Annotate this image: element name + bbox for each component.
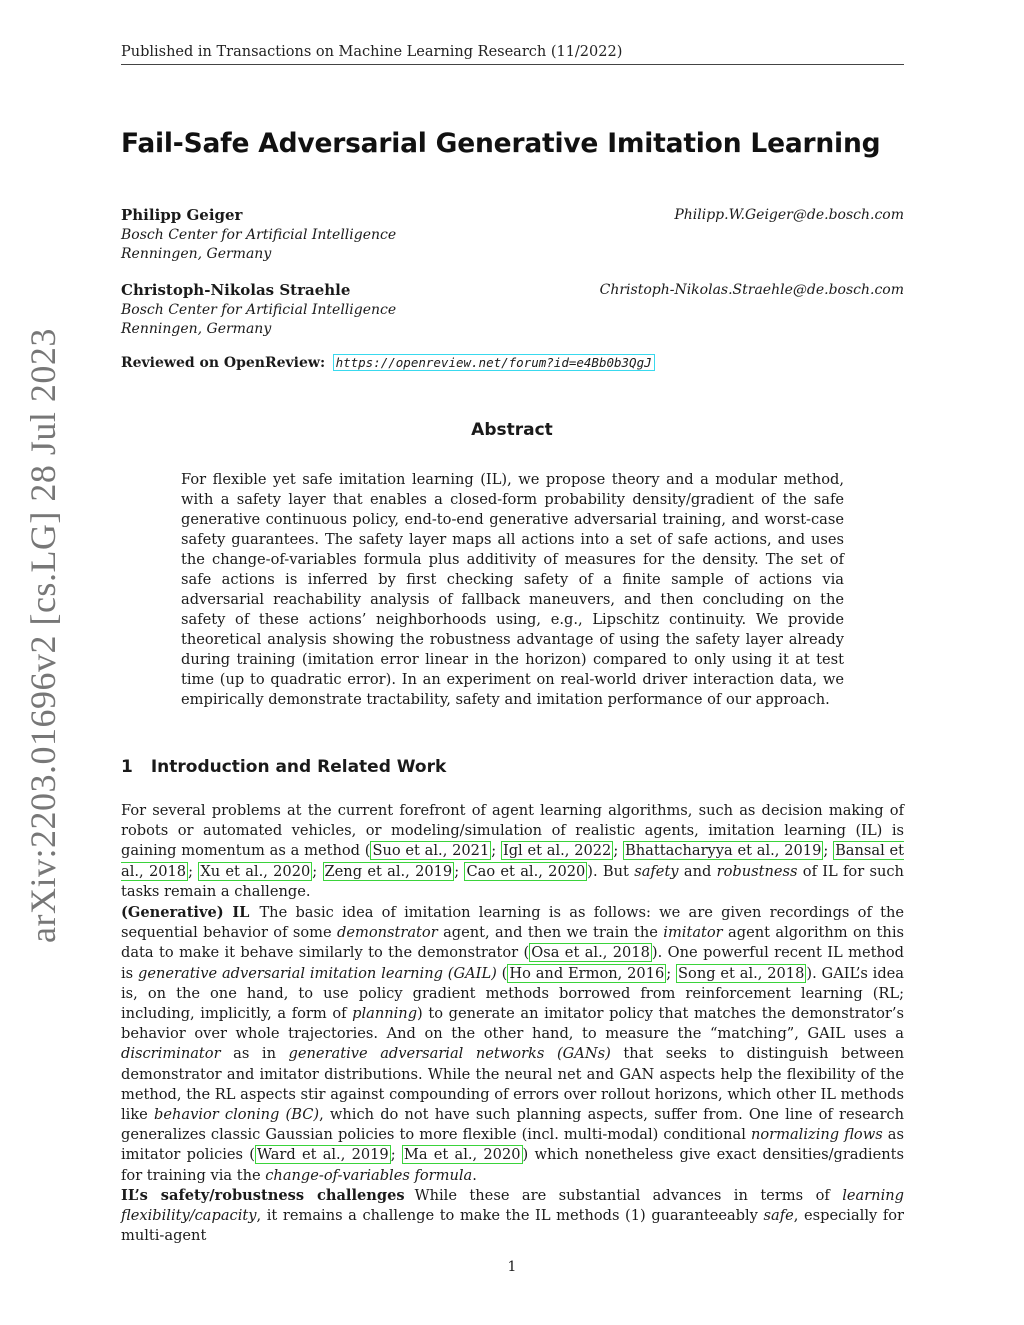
author-affiliation: Bosch Center for Artificial Intelligence bbox=[121, 226, 397, 243]
arxiv-stamp[interactable]: arXiv:2203.01696v2 [cs.LG] 28 Jul 2023 bbox=[23, 328, 63, 943]
author-block-2 bbox=[121, 281, 904, 340]
page-number: 1 bbox=[507, 1259, 517, 1275]
paragraph-runin-heading: (Generative) IL bbox=[121, 904, 250, 921]
review-line bbox=[121, 355, 655, 371]
citation-link[interactable]: Ho and Ermon, 2016 bbox=[509, 964, 665, 982]
citation-link[interactable]: Osa et al., 2018 bbox=[531, 944, 650, 962]
citation-link[interactable]: Ward et al., 2019 bbox=[256, 1146, 389, 1164]
intro-paragraph-3: IL’s safety/robustness challenges While these are substantial advances in terms of learning flexibility/capacity, it remains a challenge to make the IL methods (1) guaranteeably safe, especially for multi-agent bbox=[121, 1187, 904, 1245]
author-name: Christoph-Nikolas Straehle bbox=[121, 281, 351, 299]
abstract-text: For flexible yet safe imitation learning (IL), we propose theory and a modular method, with a safety layer that enables a closed-form probability density/gradient of the safe generative continuous policy, end-to-end generative adversarial training, and worst-case safety guarantees. The safety layer maps all actions into a set of safe actions, and uses the change-of-variables formula plus additivity of measures for the density. The set of safe actions is inferred by first checking safety of a finite sample of actions via adversarial reachability analysis of fallback maneuvers, and then concluding on the safety of these actions’ neighborhoods using, e.g., Lipschitz continuity. We provide theoretical analysis showing the robustness advantage of using the safety layer already during training (imitation error linear in the horizon) compared to only using it at test time (up to quadratic error). In an experiment on real-world driver interaction data, we empirically demonstrate tractability, safety and imitation performance of our approach. bbox=[181, 471, 844, 708]
intro-paragraph-2: (Generative) IL The basic idea of imitation learning is as follows: we are given recordings of the sequential behavior of some demonstrator agent, and then we train the imitator agent algorithm on this data to make it behave similarly to the demonstrator ( Osa et al., 2018 ). One powerful recent IL method is generative adversarial imitation learning (GAIL) ( Ho and Ermon, 2016 ; Song et al., 2018 ). GAIL’s idea is, on the one hand, to use policy gradient methods borrowed from reinforcement learning (RL; including, implicitly, a form of planning) to generate an imitator policy that matches the demonstrator’s behavior over whole trajectories. And on the other hand, to measure the “matching”, GAIL uses a discriminator as in generative adversarial networks (GANs) that seeks to distinguish between demonstrator and imitator distributions. While the neural net and GAN aspects help the flexibility of the method, the RL aspects stir against compounding of errors over rollout horizons, which other IL methods like behavior cloning (BC), which do not have such planning aspects, suffer from. One line of research generalizes classic Gaussian policies to more flexible (incl. multi-modal) conditional normalizing flows as imitator policies ( Ward et al., 2019 ; Ma et al., 2020 ) which nonetheless give exact densities/gradients for training via the change-of-variables formula. bbox=[121, 904, 905, 1184]
section-heading bbox=[121, 757, 446, 777]
citation-link[interactable]: Xu et al., 2020 bbox=[200, 862, 311, 880]
citation-link[interactable]: Cao et al., 2020 bbox=[466, 862, 586, 880]
section-number: 1 bbox=[121, 757, 133, 777]
author-location: Renningen, Germany bbox=[121, 321, 272, 337]
author-block-1 bbox=[121, 206, 904, 265]
abstract-heading: Abstract bbox=[471, 420, 553, 440]
citation-link[interactable]: Zeng et al., 2019 bbox=[324, 862, 453, 880]
review-label: Reviewed on OpenReview: bbox=[121, 355, 326, 371]
section-title: Introduction and Related Work bbox=[150, 757, 447, 777]
author-affiliation: Bosch Center for Artificial Intelligence bbox=[121, 301, 397, 318]
openreview-link[interactable]: https://openreview.net/forum?id=e4Bb0b3QgJ bbox=[333, 354, 655, 371]
intro-paragraph-1: For several problems at the current forefront of agent learning algorithms, such as decision making of robots or automated vehicles, or modeling/simulation of realistic agents, imitation learning (IL) is gaining momentum as a method ( Suo et al., 2021 ; Igl et al., 2022 ; Bhattacharyya et al., 2019 ; Bansal et al., 2018 ; Xu et al., 2020 ; Zeng et al., 2019 ; Cao et al., 2020 ). But safety and robustness of IL for such tasks remain a challenge. bbox=[121, 802, 905, 900]
running-header: Published in Transactions on Machine Learning Research (11/2022) bbox=[121, 44, 904, 65]
author-location: Renningen, Germany bbox=[121, 246, 272, 262]
citation-link[interactable]: Suo et al., 2021 bbox=[372, 842, 490, 860]
paragraph-runin-heading: IL’s safety/robustness challenges bbox=[121, 1187, 405, 1204]
citation-link[interactable]: Ma et al., 2020 bbox=[403, 1146, 521, 1164]
paper-title: Fail-Safe Adversarial Generative Imitation Learning bbox=[121, 128, 881, 159]
citation-link[interactable]: Bhattacharyya et al., 2019 bbox=[625, 842, 822, 860]
author-email[interactable]: Christoph-Nikolas.Straehle@de.bosch.com bbox=[599, 282, 904, 298]
citation-link[interactable]: Song et al., 2018 bbox=[678, 964, 805, 982]
citation-link[interactable]: Igl et al., 2022 bbox=[502, 842, 612, 860]
citation-link[interactable]: Bansal et al., 2018 bbox=[121, 842, 905, 880]
author-name: Philipp Geiger bbox=[121, 206, 243, 224]
author-email[interactable]: Philipp.W.Geiger@de.bosch.com bbox=[674, 207, 904, 223]
